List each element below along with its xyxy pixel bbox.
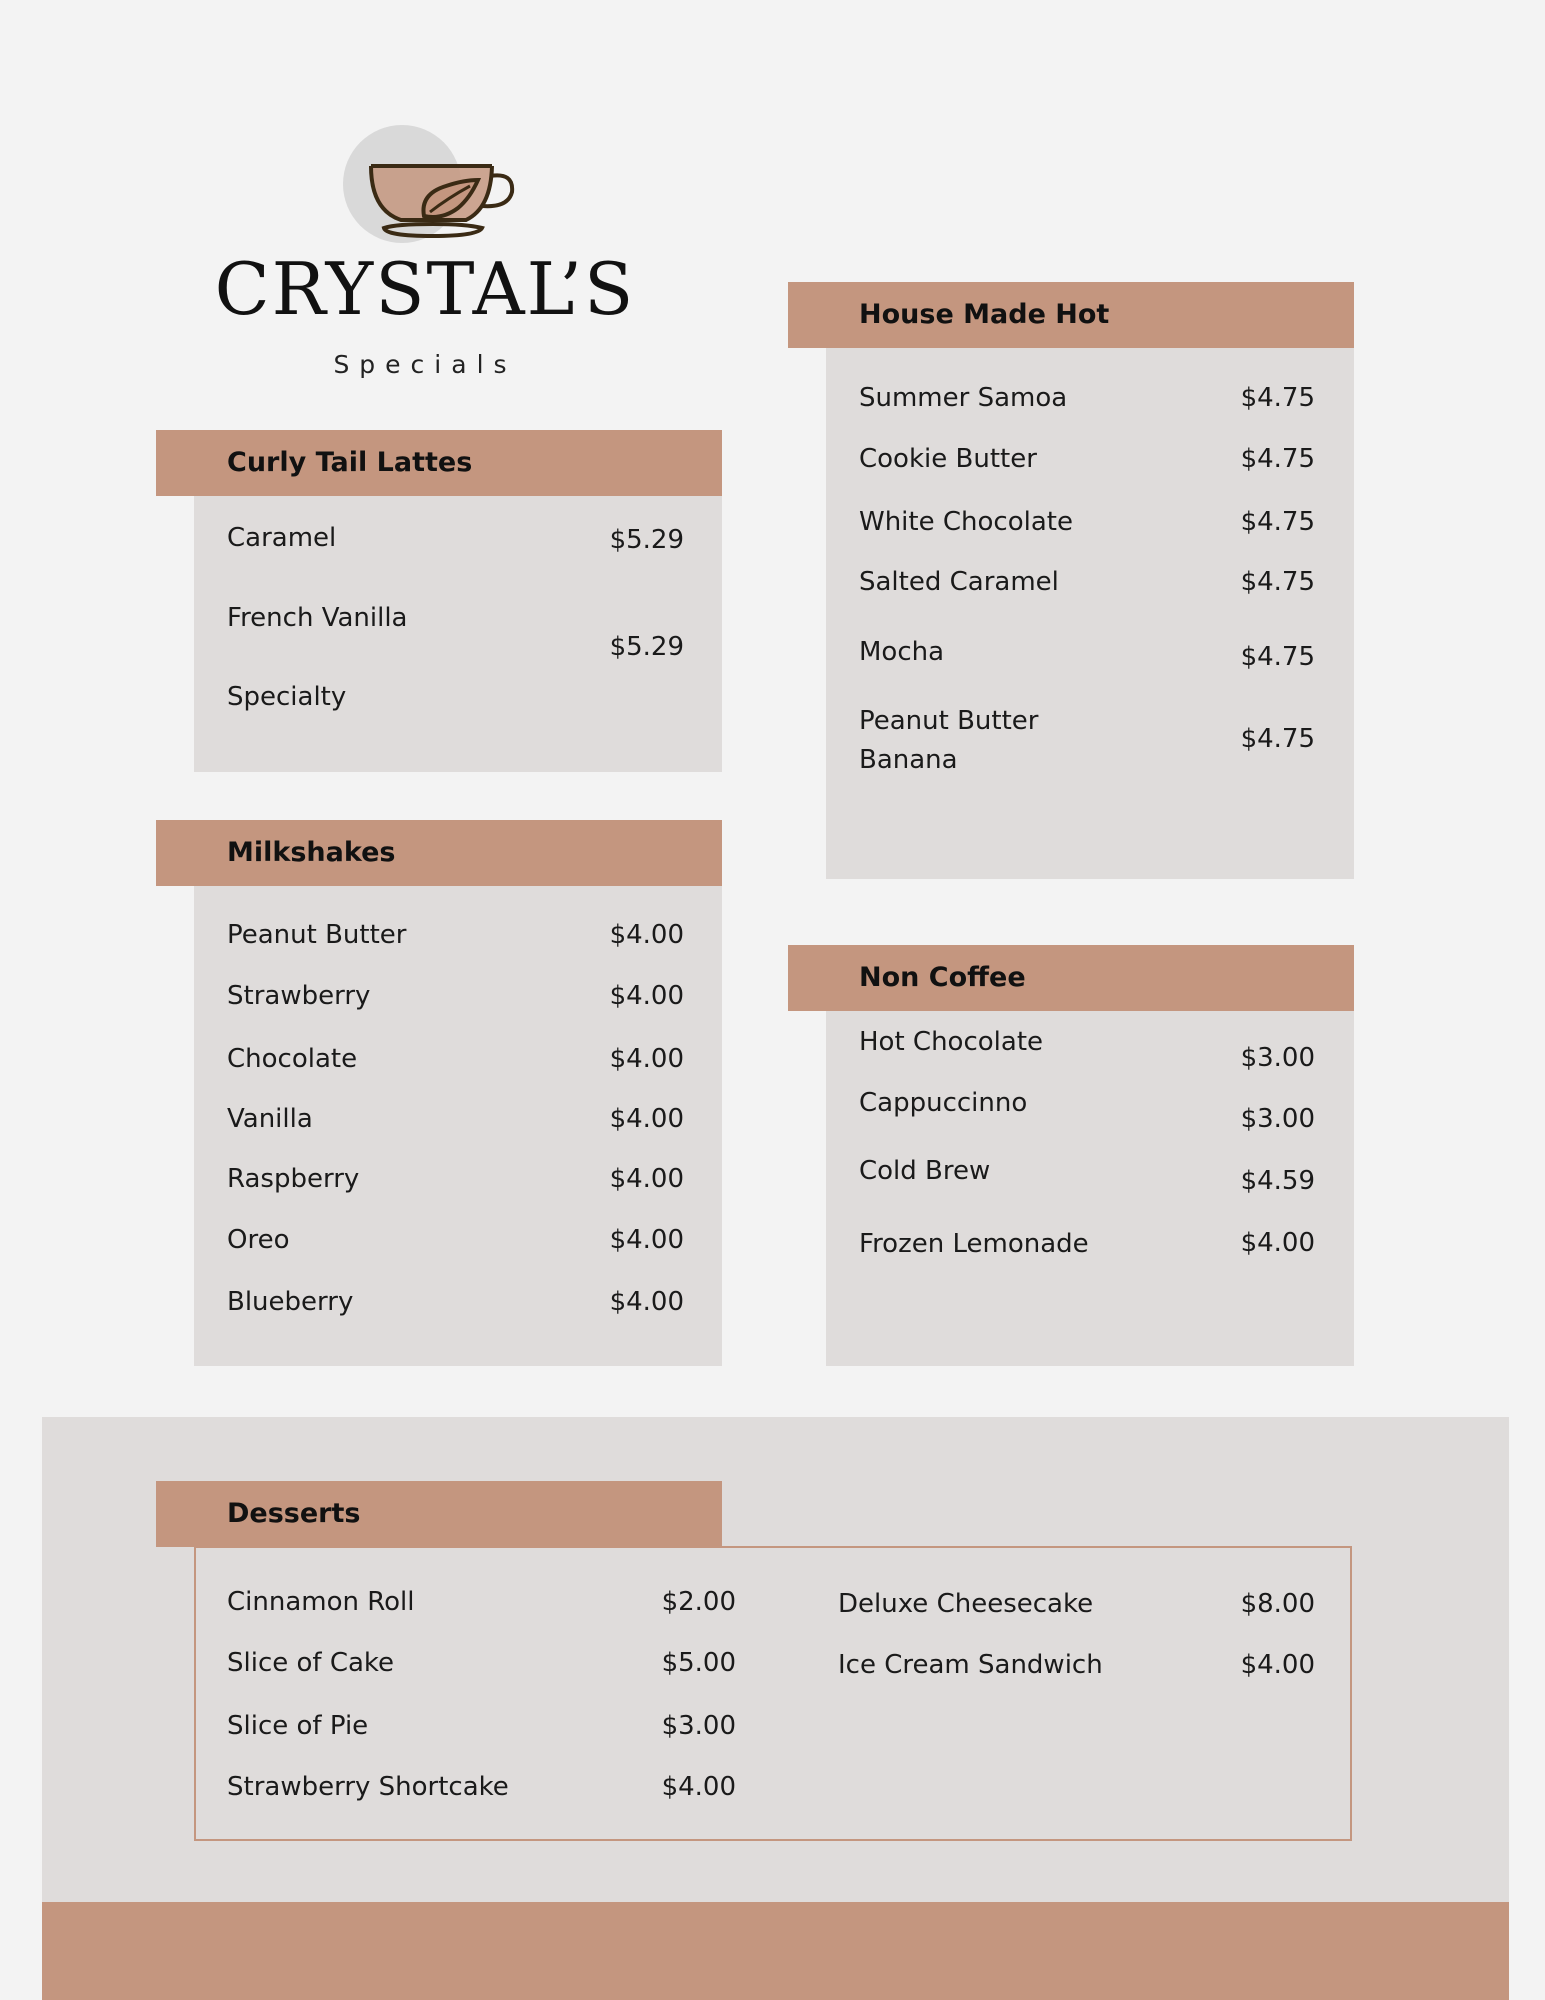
- menu-item-name: Salted Caramel: [859, 567, 1059, 597]
- menu-item-price: $4.75: [1240, 567, 1315, 597]
- house-hot-panel: [826, 347, 1354, 879]
- menu-item-name: Raspberry: [227, 1164, 360, 1194]
- menu-item-name: Frozen Lemonade: [859, 1229, 1089, 1259]
- menu-item-price: $5.29: [609, 632, 684, 662]
- lattes-title: Curly Tail Lattes: [227, 447, 473, 478]
- menu-item-price: $4.00: [609, 981, 684, 1011]
- menu-item-name: Strawberry Shortcake: [227, 1772, 509, 1802]
- brand-subtitle: Specials: [333, 350, 517, 379]
- menu-item-price: $4.75: [1240, 383, 1315, 413]
- menu-item-name: Specialty: [227, 682, 347, 712]
- menu-item-price: $4.75: [1240, 642, 1315, 672]
- menu-item-name-line2: Banana: [859, 745, 958, 775]
- menu-item-name: Oreo: [227, 1225, 290, 1255]
- footer-band: [42, 1902, 1509, 2000]
- menu-item-price: $5.29: [609, 525, 684, 555]
- menu-item-price: $4.00: [1240, 1650, 1315, 1680]
- menu-item-name: Slice of Cake: [227, 1648, 395, 1678]
- menu-item-price: $4.75: [1240, 444, 1315, 474]
- menu-item-price: $4.00: [609, 920, 684, 950]
- menu-item-name: Strawberry: [227, 981, 371, 1011]
- menu-item-price: $4.00: [609, 1225, 684, 1255]
- menu-item-price: $4.00: [609, 1044, 684, 1074]
- menu-item-name: Peanut Butter: [859, 706, 1039, 736]
- menu-item-name: Hot Chocolate: [859, 1027, 1044, 1057]
- menu-item-price: $4.00: [609, 1287, 684, 1317]
- menu-item-price: $4.59: [1240, 1166, 1315, 1196]
- menu-item-price: $3.00: [1240, 1043, 1315, 1073]
- menu-item-price: $3.00: [1240, 1104, 1315, 1134]
- menu-item-name: Mocha: [859, 637, 945, 667]
- menu-item-name: White Chocolate: [859, 507, 1073, 537]
- menu-item-price: $5.00: [661, 1648, 736, 1678]
- menu-item-name: Cookie Butter: [859, 444, 1037, 474]
- non-coffee-title: Non Coffee: [859, 962, 1026, 993]
- menu-item-price: $4.00: [609, 1164, 684, 1194]
- menu-item-name: Blueberry: [227, 1287, 354, 1317]
- menu-item-price: $4.75: [1240, 507, 1315, 537]
- non-coffee-header: [788, 945, 1354, 1011]
- menu-item-name: Cappuccinno: [859, 1088, 1028, 1118]
- menu-item-name: French Vanilla: [227, 603, 408, 633]
- menu-item-name: Deluxe Cheesecake: [838, 1589, 1094, 1619]
- menu-item-name: Chocolate: [227, 1044, 358, 1074]
- brand-title: CRYSTAL’S: [214, 247, 636, 331]
- menu-item-name: Summer Samoa: [859, 383, 1068, 413]
- coffee-cup-leaf-icon: [366, 158, 516, 244]
- menu-item-name: Ice Cream Sandwich: [838, 1650, 1103, 1680]
- menu-item-price: $4.00: [609, 1104, 684, 1134]
- menu-item-price: $3.00: [661, 1711, 736, 1741]
- milkshakes-title: Milkshakes: [227, 837, 396, 868]
- menu-item-name: Cold Brew: [859, 1156, 991, 1186]
- menu-item-name: Cinnamon Roll: [227, 1587, 415, 1617]
- house-hot-header: [788, 282, 1354, 348]
- menu-item-name: Slice of Pie: [227, 1711, 369, 1741]
- menu-item-name: Vanilla: [227, 1104, 313, 1134]
- menu-item-price: $4.75: [1240, 724, 1315, 754]
- menu-item-price: $2.00: [661, 1587, 736, 1617]
- menu-item-name: Caramel: [227, 523, 337, 553]
- house-hot-title: House Made Hot: [859, 299, 1110, 330]
- menu-item-price: $4.00: [1240, 1228, 1315, 1258]
- lattes-header: [156, 430, 722, 496]
- menu-item-name: Peanut Butter: [227, 920, 407, 950]
- desserts-header: [156, 1481, 722, 1547]
- menu-item-price: $8.00: [1240, 1589, 1315, 1619]
- desserts-title: Desserts: [227, 1498, 361, 1529]
- milkshakes-header: [156, 820, 722, 886]
- menu-item-price: $4.00: [661, 1772, 736, 1802]
